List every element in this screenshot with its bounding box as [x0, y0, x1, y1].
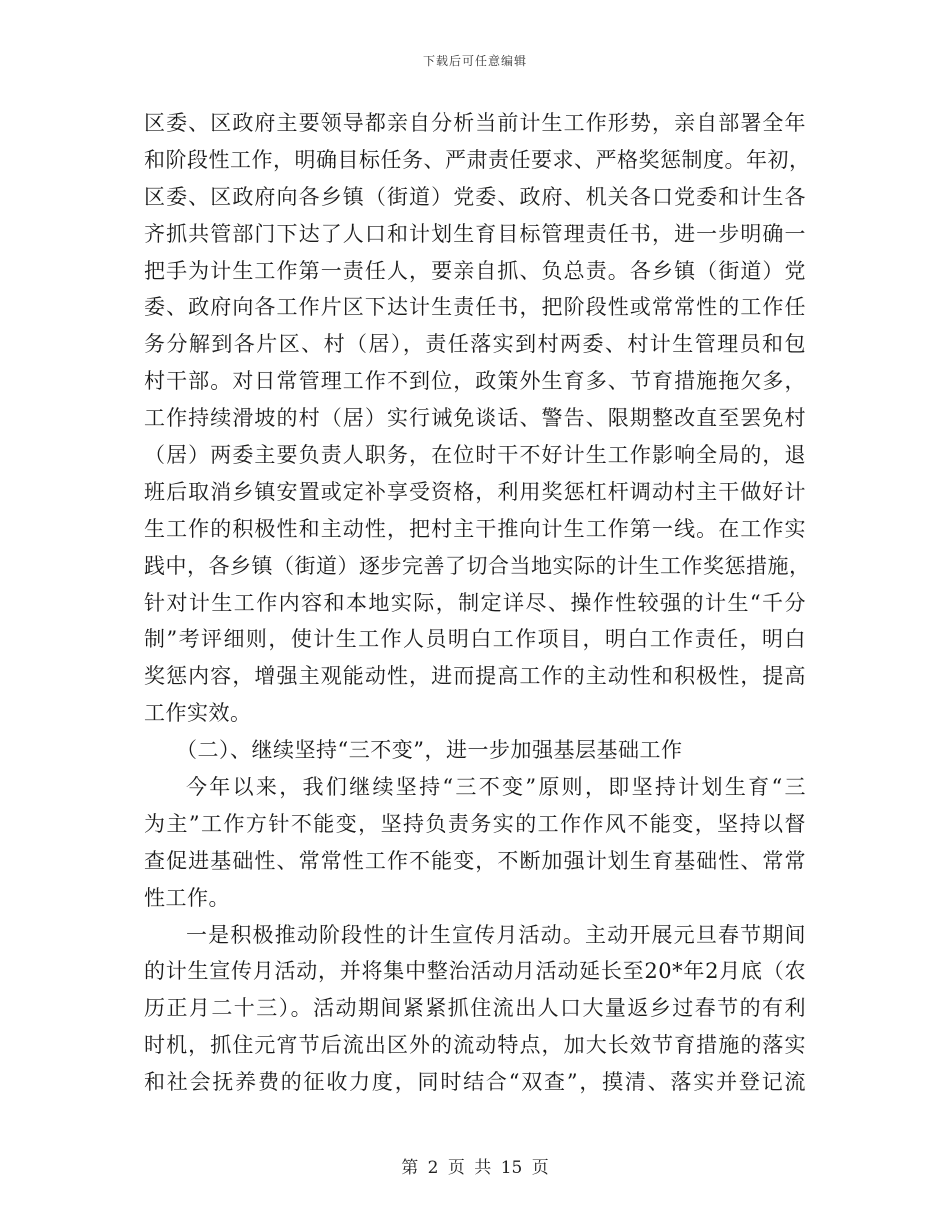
- text-line: 践中，各乡镇（街道）逐步完善了切合当地实际的计生工作奖惩措施，: [144, 553, 811, 578]
- text-line: 工作持续滑坡的村（居）实行诫免谈话、警告、限期整改直至罢免村: [144, 406, 806, 431]
- text-line: 生工作的积极性和主动性，把村主干推向计生工作第一线。在工作实: [144, 516, 806, 541]
- text-line: 性工作。: [144, 885, 230, 910]
- text-line: 把手为计生工作第一责任人，要亲自抓、负总责。各乡镇（街道）党: [144, 258, 806, 283]
- text-line: 一是积极推动阶段性的计生宣传月活动。主动开展元旦春节期间: [186, 922, 806, 947]
- text-line: 针对计生工作内容和本地实际，制定详尽、操作性较强的计生“千分: [144, 590, 806, 615]
- text-line: 区委、区政府向各乡镇（街道）党委、政府、机关各口党委和计生各: [144, 184, 806, 209]
- text-line: 村干部。对日常管理工作不到位，政策外生育多、节育措施拖欠多，: [144, 369, 806, 394]
- header-note: 下载后可任意编辑: [422, 54, 527, 68]
- text-line: 委、政府向各工作片区下达计生责任书，把阶段性或常常性的工作任: [144, 295, 806, 320]
- text-line: 区委、区政府主要领导都亲自分析当前计生工作形势，亲自部署全年: [144, 111, 806, 135]
- text-line: 工作实效。: [144, 701, 252, 726]
- text-line: 查促进基础性、常常性工作不能变，不断加强计划生育基础性、常常: [144, 848, 806, 873]
- text-line: 为主”工作方针不能变，坚持负责务实的工作作风不能变，坚持以督: [144, 811, 806, 836]
- text-line: （居）两委主要负责人职务，在位时干不好计生工作影响全局的，退: [144, 443, 806, 468]
- text-line: 和阶段性工作，明确目标任务、严肃责任要求、严格奖惩制度。年初，: [144, 147, 811, 172]
- text-line: 和社会抚养费的征收力度，同时结合“双查”，摸清、落实并登记流: [144, 1070, 806, 1095]
- document-body: [144, 105, 811, 1101]
- text-line: 班后取消乡镇安置或定补享受资格，利用奖惩杠杆调动村主干做好计: [144, 479, 806, 504]
- text-line: 时机，抓住元宵节后流出区外的流动特点，加大长效节育措施的落实: [144, 1033, 806, 1058]
- text-line: 务分解到各片区、村（居），责任落实到村两委、村计生管理员和包: [144, 332, 806, 357]
- text-line: 的计生宣传月活动，并将集中整治活动月活动延长至20*年2月底（农: [144, 959, 806, 984]
- text-line: 今年以来，我们继续坚持“三不变”原则，即坚持计划生育“三: [186, 775, 806, 800]
- section-heading: （二）、继续坚持“三不变”，进一步加强基层基础工作: [176, 738, 683, 763]
- text-line: 制”考评细则，使计生工作人员明白工作项目，明白工作责任，明白: [144, 627, 806, 652]
- text-line: 奖惩内容，增强主观能动性，进而提高工作的主动性和积极性，提高: [144, 664, 806, 689]
- text-line: 齐抓共管部门下达了人口和计划生育目标管理责任书，进一步明确一: [144, 221, 806, 246]
- text-line: 历正月二十三）。活动期间紧紧抓住流出人口大量返乡过春节的有利: [144, 996, 806, 1021]
- page-number: 第 2 页 共 15 页: [401, 1158, 549, 1178]
